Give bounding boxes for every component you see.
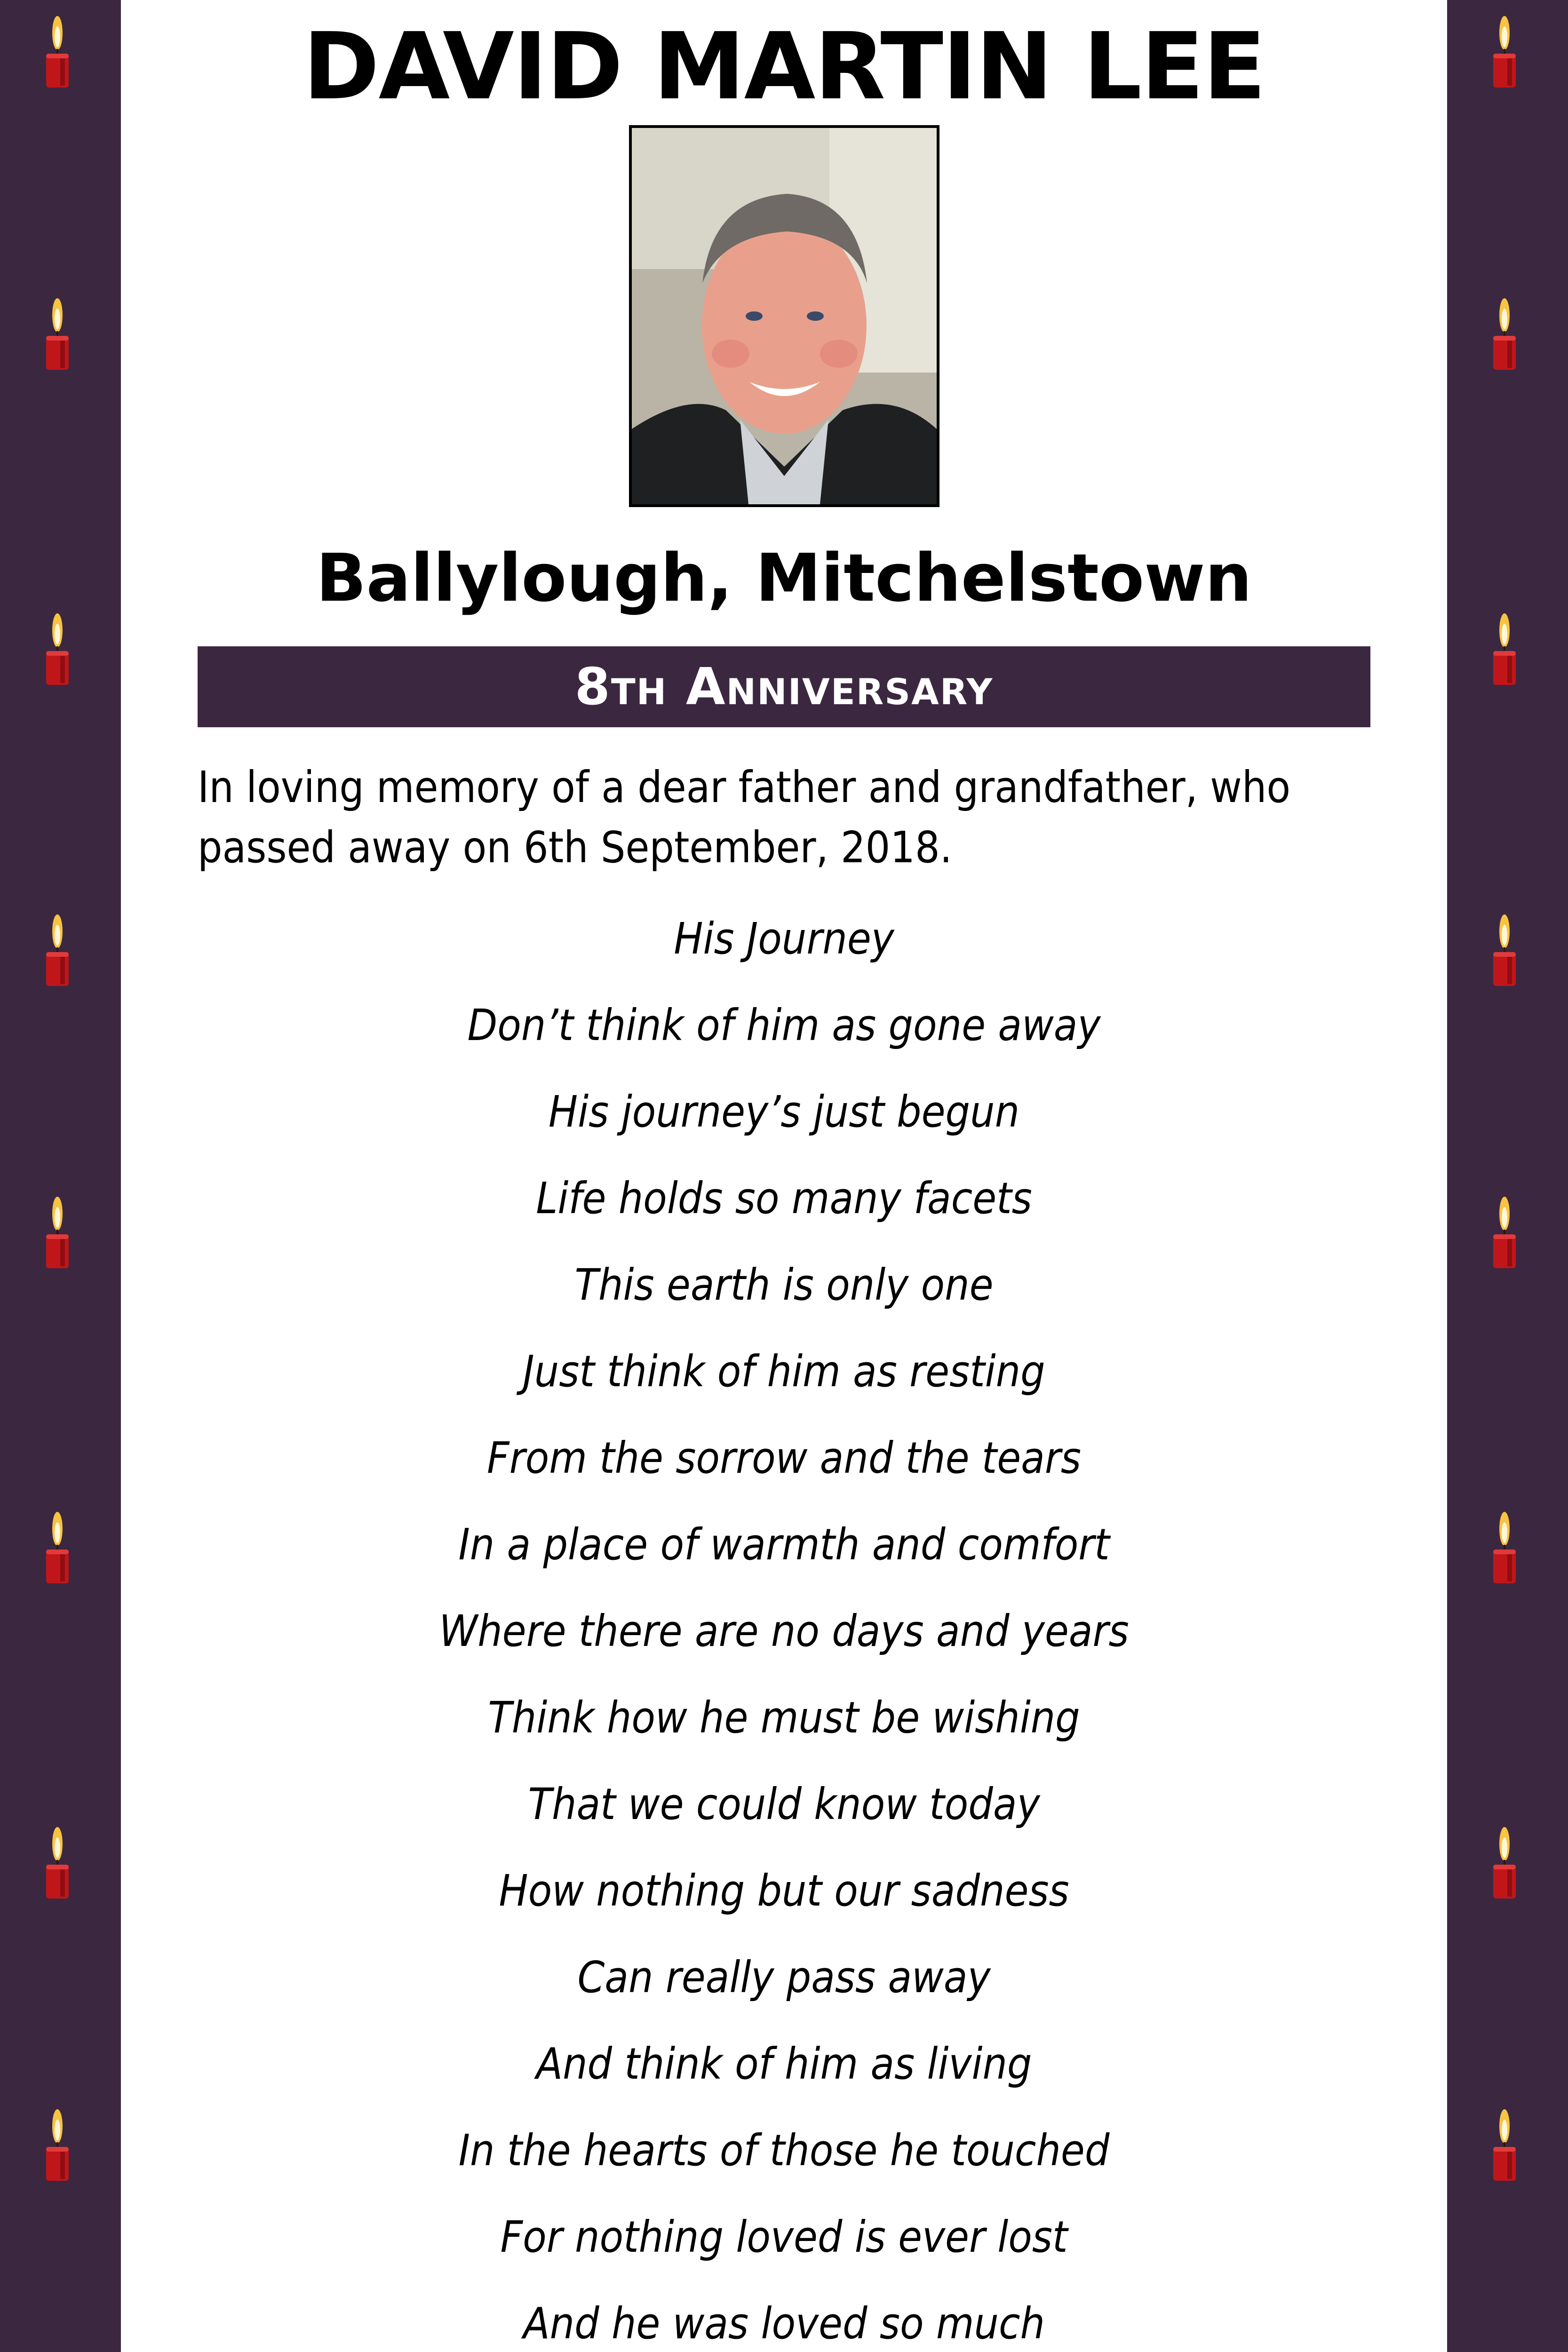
poem-line: Can really pass away [577, 1952, 991, 2002]
candle-icon [1490, 913, 1519, 988]
poem-line: This earth is only one [574, 1260, 994, 1310]
candle-icon [43, 1825, 72, 1900]
candle-icon [43, 913, 72, 988]
poem-line: For nothing loved is ever lost [500, 2212, 1068, 2262]
poem-line: Don’t think of him as gone away [467, 1000, 1101, 1050]
poem [121, 902, 1447, 2352]
candle-icon [43, 2107, 72, 2183]
poem-title: His Journey [674, 914, 894, 964]
candle-icon [43, 1195, 72, 1270]
intro-text: In loving memory of a dear father and grandfather, who passed away on 6th September, 2018. [198, 762, 1290, 873]
poem-line: That we could know today [528, 1779, 1040, 1829]
candle-icon [1490, 1195, 1519, 1270]
deceased-name: DAVID MARTIN LEE [302, 13, 1266, 120]
candle-icon [1490, 1510, 1519, 1585]
poem-line: His journey’s just begun [548, 1087, 1020, 1137]
candle-icon [43, 296, 72, 372]
anniversary-banner [198, 646, 1370, 727]
candle-icon [43, 612, 72, 687]
anniversary-banner-label: 8th Anniversary [574, 657, 994, 716]
location: Ballylough, Mitchelstown [316, 540, 1252, 617]
memorial-panel [121, 0, 1447, 2352]
candle-icon [1490, 14, 1519, 89]
poem-line: Just think of him as resting [523, 1346, 1045, 1397]
poem-line: How nothing but our sadness [499, 1866, 1069, 1916]
poem-line: And think of him as living [536, 2039, 1032, 2089]
candle-icon [1490, 296, 1519, 372]
candle-icon [1490, 612, 1519, 687]
poem-line: From the sorrow and the tears [486, 1433, 1082, 1483]
candle-icon [43, 14, 72, 89]
poem-line: In the hearts of those he touched [458, 2125, 1110, 2176]
poem-line: In a place of warmth and comfort [458, 1519, 1110, 1570]
poem-line: And he was loved so much [523, 2298, 1045, 2349]
candle-icon [1490, 2107, 1519, 2183]
poem-line: Where there are no days and years [439, 1606, 1129, 1656]
poem-line: Life holds so many facets [536, 1173, 1032, 1224]
candle-icon [1490, 1825, 1519, 1900]
candle-icon [43, 1510, 72, 1585]
poem-line: Think how he must be wishing [488, 1692, 1080, 1743]
portrait-photo [629, 125, 939, 507]
